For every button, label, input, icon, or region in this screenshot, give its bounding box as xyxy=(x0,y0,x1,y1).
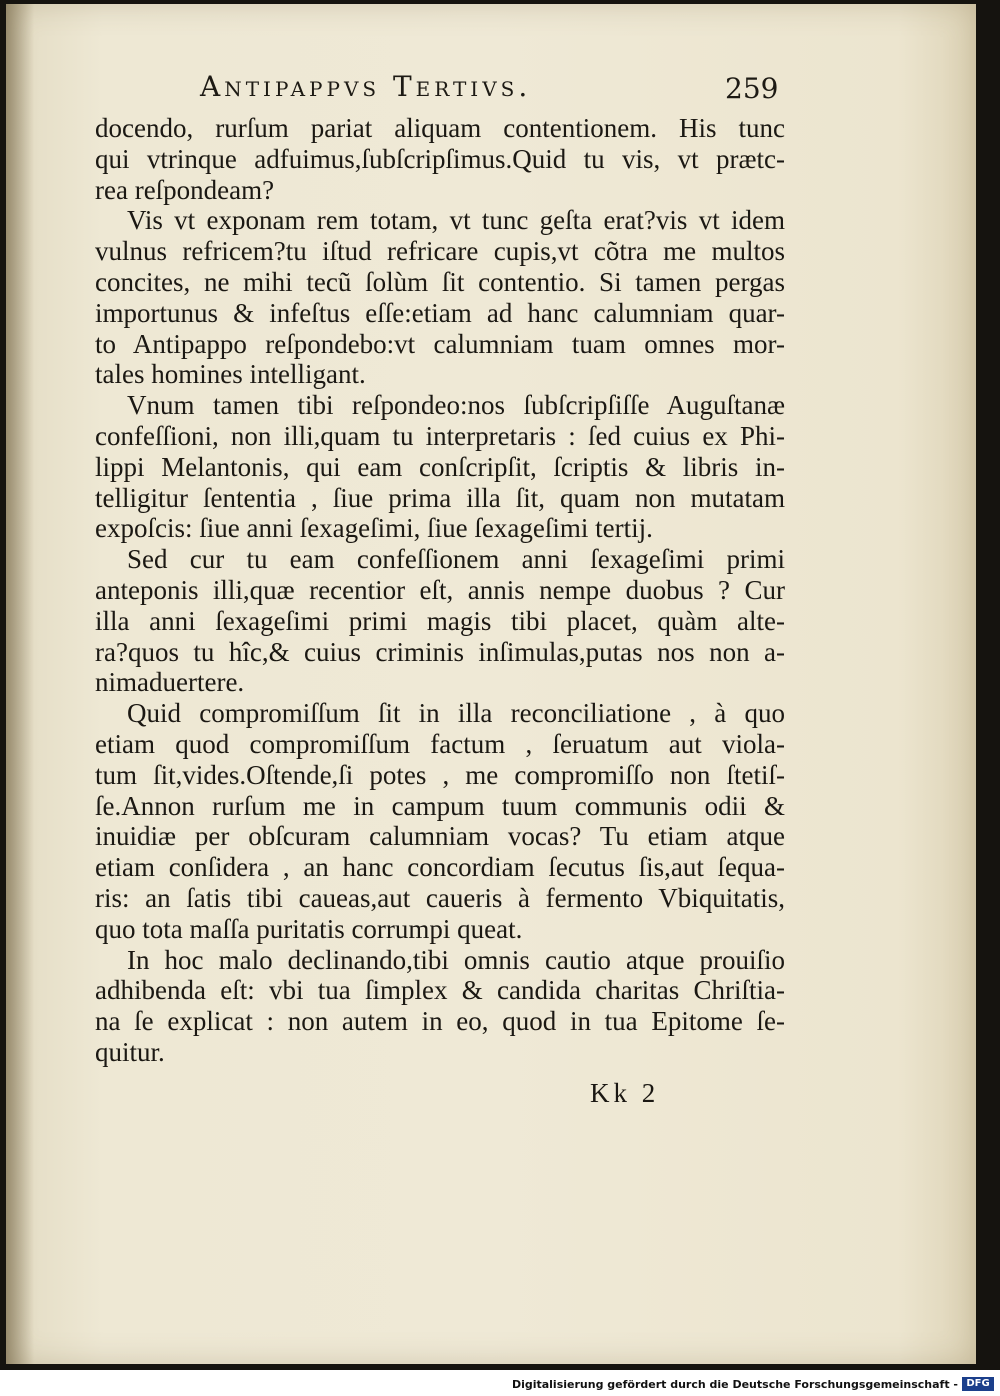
text-line: Vnum tamen tibi reſpondeo:nos ſubſcripſiſſe Auguſtanæ xyxy=(127,390,785,421)
text-line: tum ſit,vides.Oſtende,ſi potes , me compromiſſo non ſtetiſ- xyxy=(95,759,785,790)
body-text xyxy=(95,113,785,1068)
text-line: etiam conſidera , an hanc concordiam ſecutus ſis,aut ſequa- xyxy=(95,852,785,883)
text-line: In hoc malo declinando,tibi omnis cautio atque prouiſio xyxy=(127,944,785,975)
text-line: inuidiæ per obſcuram calumniam vocas? Tu etiam atque xyxy=(95,821,785,852)
text-line: ris: an ſatis tibi caueas,aut caueris à fermento Vbiquitatis, xyxy=(95,882,785,913)
text-line: to Antipappo reſpondebo:vt calumniam tuam omnes mor- xyxy=(95,328,785,359)
signature-mark: Kk 2 xyxy=(590,1078,660,1108)
text-line: qui vtrinque adfuimus,ſubſcripſimus.Quid tu vis, vt prætc- xyxy=(95,143,785,174)
text-line: confeſſioni, non illi,quam tu interpretaris : ſed cuius ex Phi- xyxy=(95,420,785,451)
text-line: expoſcis: ſiue anni ſexageſimi, ſiue ſexageſimi tertij. xyxy=(95,513,653,544)
funding-credit: Digitalisierung gefördert durch die Deutsche Forschungsgemeinschaft - xyxy=(511,1378,958,1391)
text-line: telligitur ſententia , ſiue prima illa ſit, quam non mutatam xyxy=(95,482,785,513)
text-line: lippi Melantonis, qui eam conſcripſit, ſcriptis & libris in- xyxy=(95,451,785,482)
text-line: importunus & infeſtus eſſe:etiam ad hanc calumniam quar- xyxy=(95,297,785,328)
text-line: Vis vt exponam rem totam, vt tunc geſta erat?vis vt idem xyxy=(127,205,785,236)
page-number: 259 xyxy=(725,72,779,105)
text-line: adhibenda eſt: vbi tua ſimplex & candida charitas Chriſtia- xyxy=(95,975,785,1006)
text-line: vulnus refricem?tu iſtud refricare cupis,vt cõtra me multos xyxy=(95,236,785,267)
text-line: nimaduertere. xyxy=(95,667,245,698)
text-line: ſe.Annon rurſum me in campum tuum communis odii & xyxy=(95,790,785,821)
dfg-logo: DFG xyxy=(962,1377,994,1391)
text-line: docendo, rurſum pariat aliquam contentionem. His tunc xyxy=(95,113,785,143)
text-line: quo tota maſſa puritatis corrumpi queat. xyxy=(95,913,523,944)
text-line: etiam quod compromiſſum factum , ſeruatum aut viola- xyxy=(95,728,785,759)
running-head: Antipappvs Tertivs. xyxy=(200,70,532,103)
text-line: Sed cur tu eam confeſſionem anni ſexageſimi primi xyxy=(127,544,785,575)
page-gutter-shadow xyxy=(6,4,34,1364)
text-line: tales homines intelligant. xyxy=(95,359,366,390)
text-line: Quid compromiſſum ſit in illa reconciliatione , à quo xyxy=(127,698,785,729)
text-line: quitur. xyxy=(95,1036,165,1067)
text-line: illa anni ſexageſimi primi magis tibi placet, quàm alte- xyxy=(95,605,785,636)
text-line: concites, ne mihi tecũ ſolùm ſit contentio. Si tamen pergas xyxy=(95,266,785,297)
text-line: rea reſpondeam? xyxy=(95,174,275,205)
text-line: na ſe explicat : non autem in eo, quod in tua Epitome ſe- xyxy=(95,1006,785,1037)
text-line: ra?quos tu hîc,& cuius criminis inſimulas,putas nos non a- xyxy=(95,636,785,667)
text-line: anteponis illi,quæ recentior eſt, annis nempe duobus ? Cur xyxy=(95,574,785,605)
